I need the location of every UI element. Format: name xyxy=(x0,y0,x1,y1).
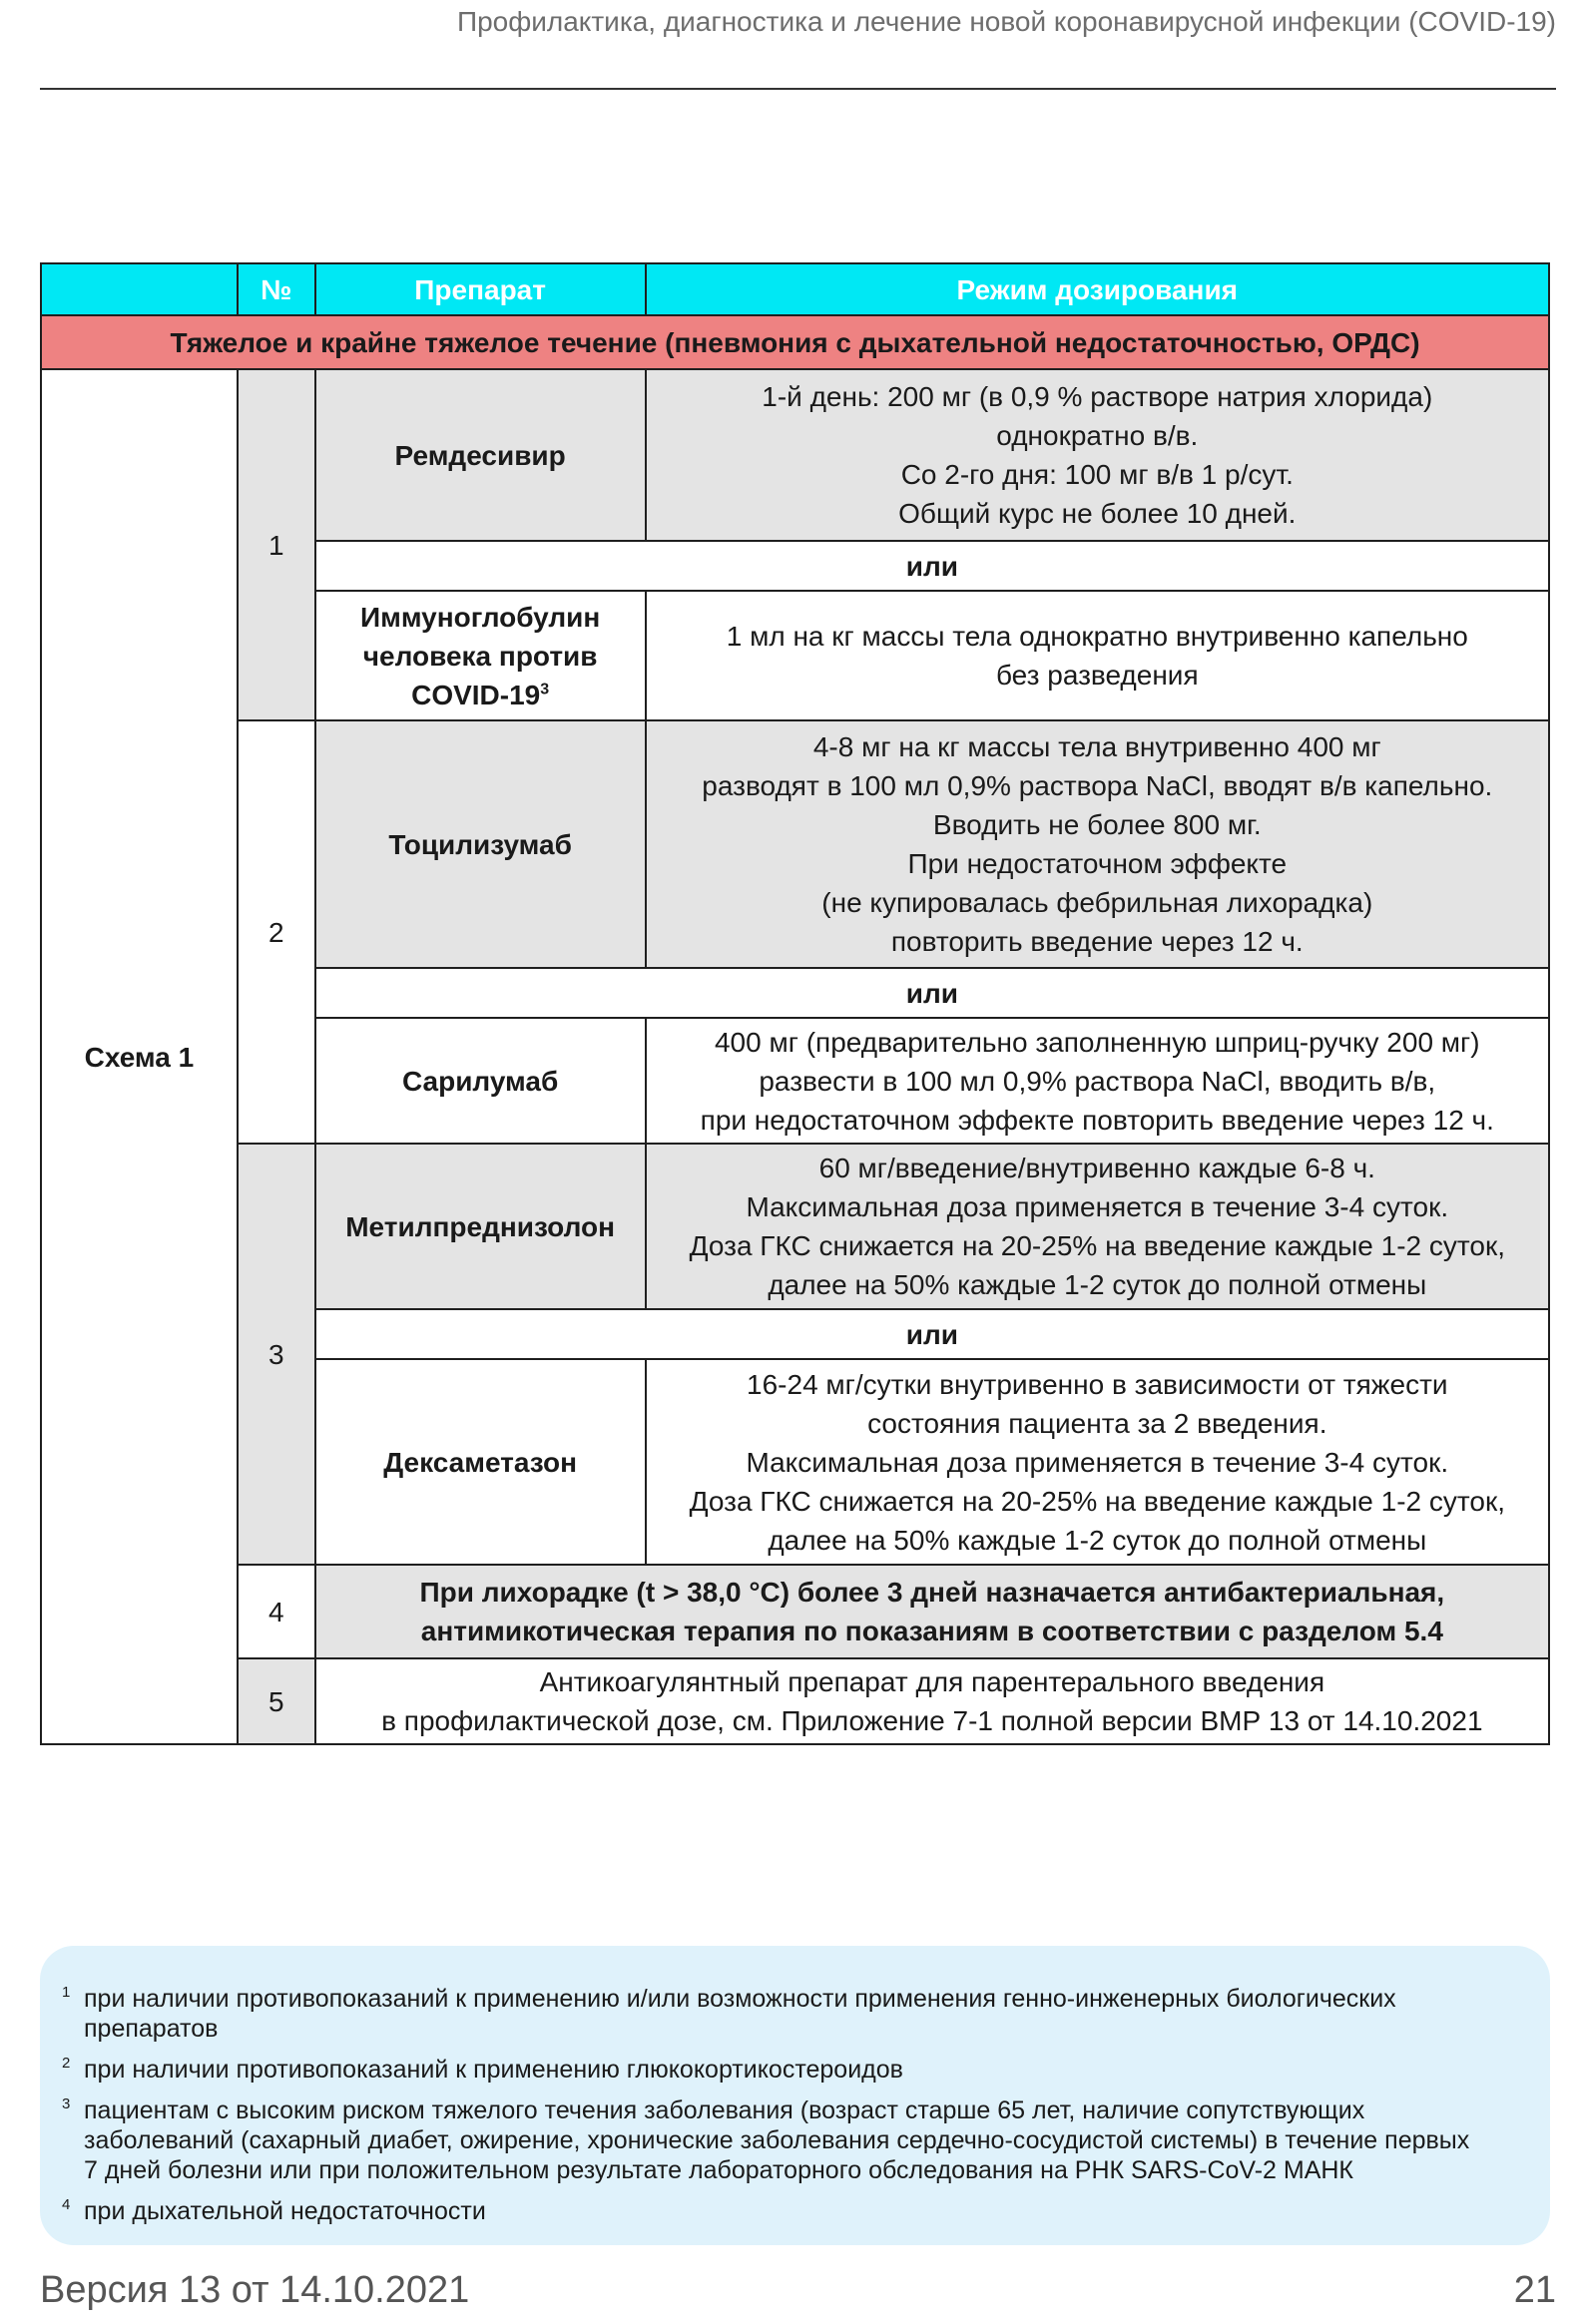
dose-text: 16-24 мг/сутки внутривенно в зависимости от тяжести состояния пациента за 2 введения. Максимальная доза применяется в течение 3-4 суток. Доза ГКС снижается на 20-25% на введение каждые 1-2 суток, далее на 50% каждые 1-2 суток до полной отмены xyxy=(646,1359,1549,1565)
footnote-number: 3 xyxy=(62,2095,71,2112)
footnote-text: при наличии противопоказаний к применению глюкокортикостероидов xyxy=(84,2056,903,2084)
group-number: 5 xyxy=(238,1658,315,1744)
table-row xyxy=(41,1658,1549,1744)
or-label: или xyxy=(315,541,1549,591)
footnote-text: при дыхательной недостаточности xyxy=(84,2197,486,2225)
footnote-text: пациентам с высоким риском тяжелого течения заболевания (возраст старше 65 лет, наличие сопутствующих заболеваний (сахарный диабет, ожирение, хронические заболевания сердечно-сосудистой системы) в течение первых 7 дней болезни или при положительном результате лабораторного обследования на РНК SARS-CoV-2 МАНК xyxy=(84,2096,1470,2184)
drug-name: Тоцилизумаб xyxy=(315,720,646,968)
footnote-item xyxy=(62,2196,1510,2226)
group-number: 3 xyxy=(238,1144,315,1565)
row-text: Антикоагулянтный препарат для парентерального введения в профилактической дозе, см. Приложение 7-1 полной версии ВМР 13 от 14.10.2021 xyxy=(315,1658,1549,1744)
drug-name: Дексаметазон xyxy=(315,1359,646,1565)
drug-name-with-footnote xyxy=(315,591,646,720)
running-header: Профилактика, диагностика и лечение новой коронавирусной инфекции (COVID-19) xyxy=(456,6,1556,37)
table-header-row xyxy=(41,263,1549,315)
dose-text: 400 мг (предварительно заполненную шприц-ручку 200 мг) развести в 100 мл 0,9% раствора NaCl, вводить в/в, при недостаточном эффекте повторить введение через 12 ч. xyxy=(646,1018,1549,1144)
drug-name: Иммуноглобулин человека против COVID-19 xyxy=(359,601,601,710)
dose-text: 4-8 мг на кг массы тела внутривенно 400 мг разводят в 100 мл 0,9% раствора NaCl, вводят в/в капельно. Вводить не более 800 мг. При недостаточном эффекте (не купировалась фебрильная лихорадка) повторить введение через 12 ч. xyxy=(646,720,1549,968)
table-row xyxy=(41,1565,1549,1658)
or-label: или xyxy=(315,968,1549,1018)
version-label: Версия 13 от 14.10.2021 xyxy=(40,2269,470,2311)
drug-name: Сарилумаб xyxy=(315,1018,646,1144)
dose-text: 1 мл на кг массы тела однократно внутривенно капельно без разведения xyxy=(646,591,1549,720)
dose-text: 1-й день: 200 мг (в 0,9 % растворе натрия хлорида) однократно в/в. Со 2-го дня: 100 мг в/в 1 р/сут. Общий курс не более 10 дней. xyxy=(646,369,1549,541)
page-number: 21 xyxy=(1513,2269,1556,2311)
col-header-drug: Препарат xyxy=(315,263,646,315)
footnote-item xyxy=(62,2055,1510,2085)
drug-name: Метилпреднизолон xyxy=(315,1144,646,1309)
footnote-number: 1 xyxy=(62,1984,71,2001)
footnote-text: при наличии противопоказаний к применению и/или возможности применения генно-инженерных биологических препаратов xyxy=(84,1985,1396,2043)
footnote-ref: 3 xyxy=(540,681,550,698)
severity-label: Тяжелое и крайне тяжелое течение (пневмония с дыхательной недостаточностью, ОРДС) xyxy=(41,315,1549,369)
scheme-label: Схема 1 xyxy=(41,369,238,1744)
row-text: При лихорадке (t > 38,0 °С) более 3 дней назначается антибактериальная, антимикотическая терапия по показаниям в соответствии с разделом 5.4 xyxy=(315,1565,1549,1658)
footnote-item xyxy=(62,2095,1510,2185)
or-label: или xyxy=(315,1309,1549,1359)
footnote-number: 2 xyxy=(62,2055,71,2072)
table-row xyxy=(41,369,1549,541)
drug-name: Ремдесивир xyxy=(315,369,646,541)
dosing-table xyxy=(40,262,1550,1745)
group-number: 1 xyxy=(238,369,315,720)
group-number: 2 xyxy=(238,720,315,1144)
col-header-number: № xyxy=(238,263,315,315)
footnote-number: 4 xyxy=(62,2196,71,2213)
table-row xyxy=(41,1144,1549,1309)
footnotes-box xyxy=(40,1946,1550,2245)
footnote-item xyxy=(62,1984,1510,2044)
header-divider xyxy=(40,88,1556,90)
severity-row xyxy=(41,315,1549,369)
col-header-dosing: Режим дозирования xyxy=(646,263,1549,315)
dose-text: 60 мг/введение/внутривенно каждые 6-8 ч. Максимальная доза применяется в течение 3-4 суток. Доза ГКС снижается на 20-25% на введение каждые 1-2 суток, далее на 50% каждые 1-2 суток до полной отмены xyxy=(646,1144,1549,1309)
group-number: 4 xyxy=(238,1565,315,1658)
col-header-blank xyxy=(41,263,238,315)
table-row xyxy=(41,720,1549,968)
